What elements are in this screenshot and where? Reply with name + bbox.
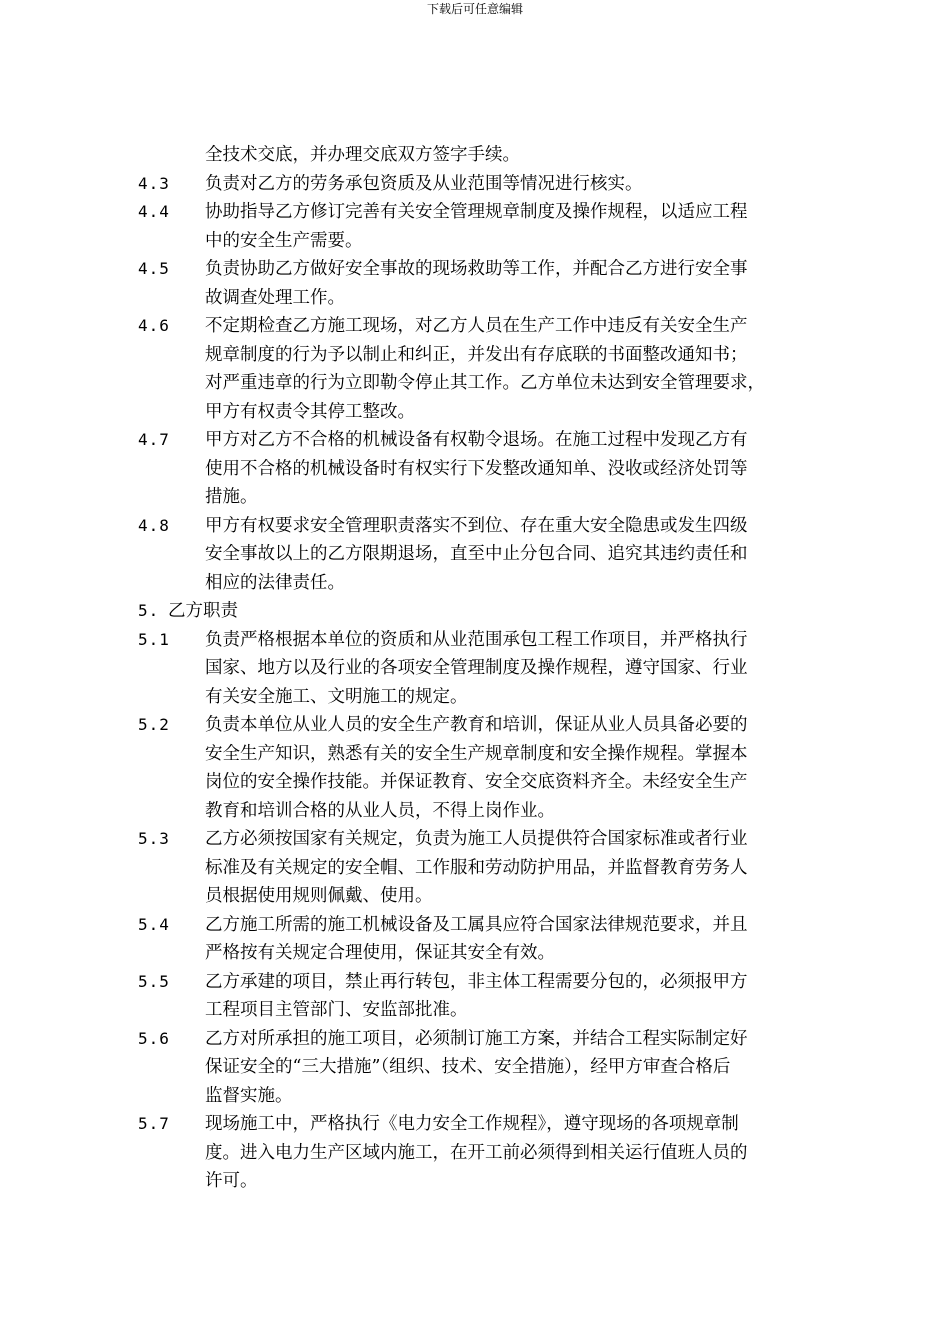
clause-text: 甲方有权要求安全管理职责落实不到位、存在重大安全隐患或发生四级 安全事故以上的乙方限期退场，直至中止分包合同、追究其违约责任和 相应的法律责任。 <box>205 515 748 593</box>
clause-text: 现场施工中，严格执行《电力安全工作规程》，遵守现场的各项规章制 度。进入电力生产区域内施工，在开工前必须得到相关运行值班人员的 许可。 <box>205 1114 748 1191</box>
clause-text: 乙方对所承担的施工项目，必须制订施工方案，并结合工程实际制定好 保证安全的“三大措施”（组织、技术、安全措施），经甲方审查合格后 监督实施。 <box>205 1028 748 1106</box>
clause-text: 乙方施工所需的施工机械设备及工属具应符合国家法律规范要求，并且 严格按有关规定合理使用，保证其安全有效。 <box>205 914 748 963</box>
document-body <box>0 141 950 1196</box>
section-heading <box>0 597 950 626</box>
clause-text: 负责严格根据本单位的资质和从业范围承包工程工作项目，并严格执行 国家、地方以及行业的各项安全管理制度及操作规程，遵守国家、行业 有关安全施工、文明施工的规定。 <box>205 629 748 707</box>
paragraph-text: 全技术交底，并办理交底双方签字手续。 <box>205 145 520 165</box>
clause-number: 5.4 <box>138 914 170 934</box>
clause-text: 甲方对乙方不合格的机械设备有权勒令退场。在施工过程中发现乙方有 使用不合格的机械设备时有权实行下发整改通知单、没收或经济处罚等 措施。 <box>205 430 748 507</box>
clause-number: 4.5 <box>138 259 170 278</box>
clause-5-4 <box>0 911 950 968</box>
clause-number: 4.8 <box>138 515 170 535</box>
clause-4-8 <box>0 512 950 598</box>
section-title: 乙方职责 <box>168 601 238 621</box>
clause-5-6 <box>0 1025 950 1111</box>
clause-4-5 <box>0 255 950 312</box>
clause-number: 5.6 <box>138 1028 170 1048</box>
clause-text: 乙方承建的项目，禁止再行转包，非主体工程需要分包的，必须报甲方 工程项目主管部门、安监部批准。 <box>205 971 748 1020</box>
clause-text: 协助指导乙方修订完善有关安全管理规章制度及操作规程，以适应工程 中的安全生产需要。 <box>205 202 748 251</box>
clause-number: 5.3 <box>138 829 170 848</box>
header-watermark: 下载后可任意编辑 <box>426 2 523 16</box>
clause-number: 5.5 <box>138 971 170 991</box>
clause-number: 5.2 <box>138 715 170 734</box>
clause-4-3 <box>0 170 950 199</box>
clause-5-5 <box>0 968 950 1025</box>
clause-number: 4.4 <box>138 202 170 221</box>
clause-4-4 <box>0 198 950 255</box>
clause-text: 不定期检查乙方施工现场，对乙方人员在生产工作中违反有关安全生产 规章制度的行为予以制止和纠正，并发出有存底联的书面整改通知书； 对严重违章的行为立即勒令停止其工作。乙方单位未达到安全管理要求， 甲方有权责令其停工整改。 <box>205 316 765 422</box>
clause-number: 4.6 <box>138 316 170 335</box>
section-number: 5. <box>138 601 160 620</box>
clause-4-7 <box>0 426 950 512</box>
clause-5-7 <box>0 1110 950 1196</box>
clause-text: 乙方必须按国家有关规定，负责为施工人员提供符合国家标准或者行业 标准及有关规定的安全帽、工作服和劳动防护用品，并监督教育劳务人 员根据使用规则佩戴、使用。 <box>205 829 748 906</box>
clause-5-2 <box>0 711 950 825</box>
clause-number: 5.1 <box>138 629 170 649</box>
clause-5-1 <box>0 626 950 712</box>
clause-5-3 <box>0 825 950 911</box>
clause-text: 负责本单位从业人员的安全生产教育和培训，保证从业人员具备必要的 安全生产知识，熟悉有关的安全生产规章制度和安全操作规程。掌握本 岗位的安全操作技能。并保证教育、安全交底资料齐全。未经安全生产 教育和培训合格的从业人员，不得上岗作业。 <box>205 715 748 821</box>
clause-number: 4.3 <box>138 173 170 193</box>
clause-number: 4.7 <box>138 430 170 449</box>
clause-text: 负责对乙方的劳务承包资质及从业范围等情况进行核实。 <box>205 173 643 194</box>
clause-text: 负责协助乙方做好安全事故的现场救助等工作，并配合乙方进行安全事 故调查处理工作。 <box>205 259 748 308</box>
continuation-line <box>0 141 950 170</box>
clause-4-6 <box>0 312 950 426</box>
clause-number: 5.7 <box>138 1114 170 1133</box>
